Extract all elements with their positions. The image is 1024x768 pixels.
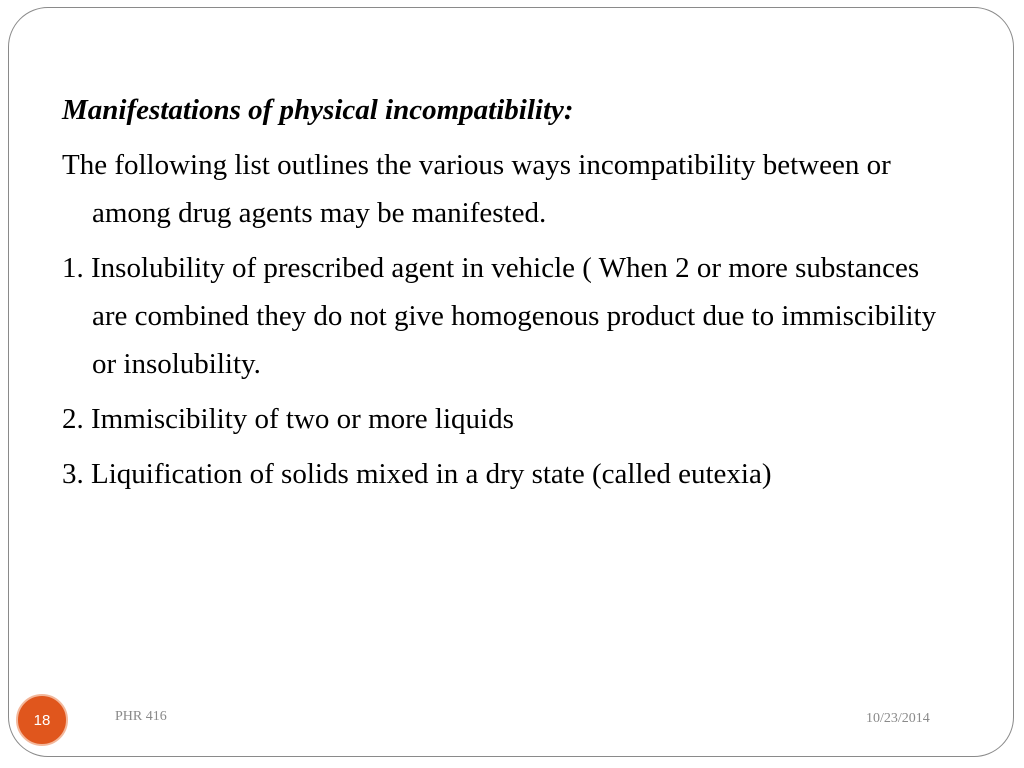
list-item-1: 1. Insolubility of prescribed agent in vehicle ( When 2 or more substances are combined they do not give homogenous product due to immiscibility or insolubility. bbox=[62, 252, 937, 380]
list-item-3: 3. Liquification of solids mixed in a dry state (called eutexia) bbox=[62, 458, 772, 490]
intro-paragraph: The following list outlines the various ways incompatibility between or among drug agents may be manifested. bbox=[62, 149, 891, 229]
slide-heading: Manifestations of physical incompatibility: bbox=[62, 94, 574, 126]
footer-date: 10/23/2014 bbox=[866, 711, 930, 726]
page-number-badge: 18 bbox=[16, 694, 68, 746]
list-item-2: 2. Immiscibility of two or more liquids bbox=[62, 403, 514, 435]
slide-content bbox=[62, 86, 952, 505]
footer-course-label: PHR 416 bbox=[115, 709, 167, 724]
